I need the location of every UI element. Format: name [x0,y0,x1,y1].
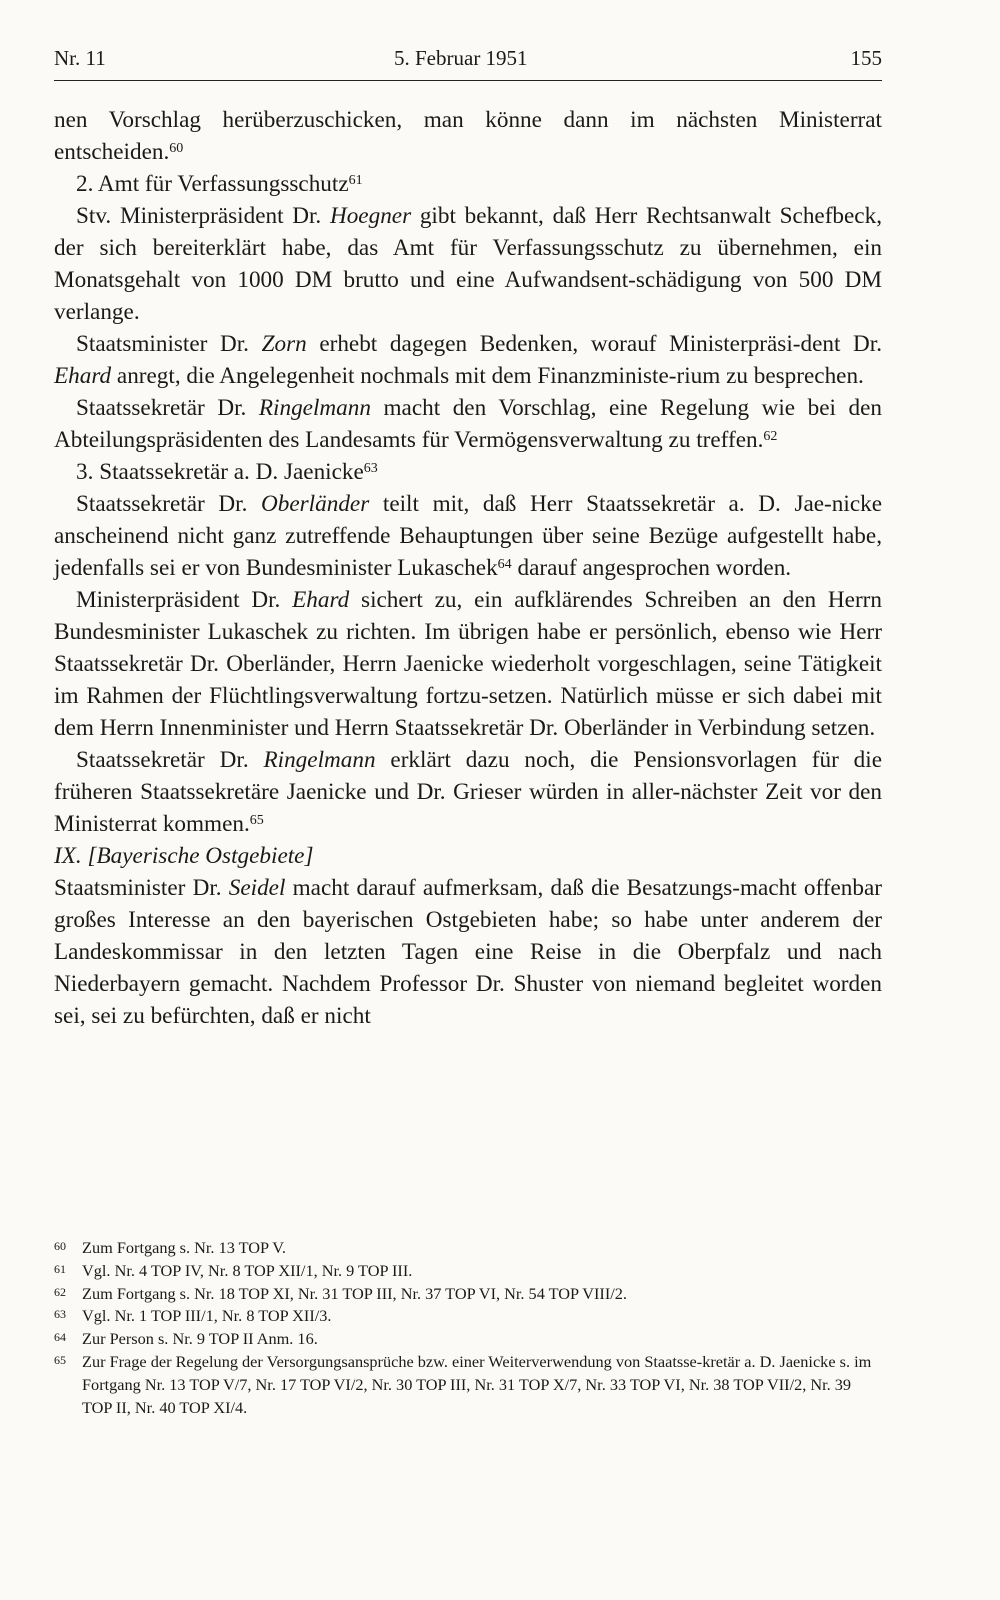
running-header [54,44,882,81]
paragraph: Stv. Ministerpräsident Dr. Hoegner gibt bekannt, daß Herr Rechtsanwalt Schefbeck, der sich bereiterklärt habe, das Amt für Verfassungsschutz zu übernehmen, ein Monatsgehalt von 1000 DM brutto und eine Aufwandsent-schädigung von 500 DM verlange. [54,203,882,325]
paragraph: nen Vorschlag herüberzuschicken, man könne dann im nächsten Ministerrat entscheiden.$^{60}$ [54,107,882,165]
body-text [54,104,882,1032]
footnote: 61 Vgl. Nr. 4 TOP IV, Nr. 8 TOP XII/1, Nr. 9 TOP III. [54,1260,413,1280]
document-number: Nr. 11 [54,46,106,70]
section-heading: 3. Staatssekretär a. D. Jaenicke$^{63}$ [76,459,378,485]
paragraph: Staatssekretär Dr. Oberländer teilt mit, daß Herr Staatssekretär a. D. Jae-nicke anscheinend nicht ganz zutreffende Behauptungen über seine Bezüge aufgestellt habe, jedenfalls sei er von Bundesminister Lukaschek$^{64}$ darauf angesprochen worden. [54,491,882,581]
document-date: 5. Februar 1951 [394,46,528,70]
paragraph: Staatssekretär Dr. Ringelmann erklärt dazu noch, die Pensionsvorlagen für die früheren Staatssekretäre Jaenicke und Dr. Grieser würden in aller-nächster Zeit vor den Ministerrat kommen.$^{65}$ [54,747,883,837]
footnotes [54,1237,882,1419]
footnote-ref[interactable]: 61 [348,173,363,188]
paragraph: Staatsminister Dr. Seidel macht darauf aufmerksam, daß die Besatzungs-macht offenbar großes Interesse an den bayerischen Ostgebieten habe; so habe unter anderem der Landeskommissar in den letzten Tagen eine Reise in die Oberpfalz und nach Niederbayern gemacht. Nachdem Professor Dr. Shuster von niemand begleitet worden sei, sei zu befürchten, daß er nicht [54,875,882,1029]
footnote: 65 Zur Frage der Regelung der Versorgungsansprüche bzw. einer Weiterverwendung von Staatsse-kretär a. D. Jaenicke s. im Fortgang Nr. 13 TOP V/7, Nr. 17 TOP VI/2, Nr. 30 TOP III, Nr. 31 TOP X/7, Nr. 33 TOP VI, Nr. 38 TOP VII/2, Nr. 39 TOP II, Nr. 40 TOP XI/4. [54,1351,872,1417]
page-number: 155 [850,46,882,70]
footnote-ref[interactable]: 64 [497,557,512,572]
footnote-ref[interactable]: 60 [169,141,184,156]
paragraph: Ministerpräsident Dr. Ehard sichert zu, ein aufklärendes Schreiben an den Herrn Bundesminister Lukaschek zu richten. Im übrigen habe er persönlich, ebenso wie Herr Staatssekretär Dr. Oberländer, Herrn Jaenicke wiederholt vorgeschlagen, seine Tätigkeit im Rahmen der Flüchtlingsverwaltung fortzu-setzen. Natürlich müsse er sich dabei mit dem Herrn Innenminister und Herrn Staatssekretär Dr. Oberländer in Verbindung setzen. [54,587,882,741]
section-heading: 2. Amt für Verfassungsschutz$^{61}$ [76,171,363,197]
footnote: 63 Vgl. Nr. 1 TOP III/1, Nr. 8 TOP XII/3. [54,1306,332,1326]
footnote-ref[interactable]: 65 [249,813,264,828]
footnote-ref[interactable]: 62 [763,429,778,444]
paragraph: Staatsminister Dr. Zorn erhebt dagegen Bedenken, worauf Ministerpräsi-dent Dr. Ehard anregt, die Angelegenheit nochmals mit dem Finanzministe-rium zu besprechen. [54,331,882,389]
paragraph: Staatssekretär Dr. Ringelmann macht den Vorschlag, eine Regelung wie bei den Abteilungspräsidenten des Landesamts für Vermögensverwaltung zu treffen.$^{62}$ [54,395,883,453]
footnote: 64 Zur Person s. Nr. 9 TOP II Anm. 16. [54,1329,318,1349]
section-heading: IX. [Bayerische Ostgebiete] [54,843,314,869]
footnote-ref[interactable]: 63 [363,461,378,476]
footnote: 60 Zum Fortgang s. Nr. 13 TOP V. [54,1238,286,1257]
footnote: 62 Zum Fortgang s. Nr. 18 TOP XI, Nr. 31 TOP III, Nr. 37 TOP VI, Nr. 54 TOP VIII/2. [54,1283,628,1303]
